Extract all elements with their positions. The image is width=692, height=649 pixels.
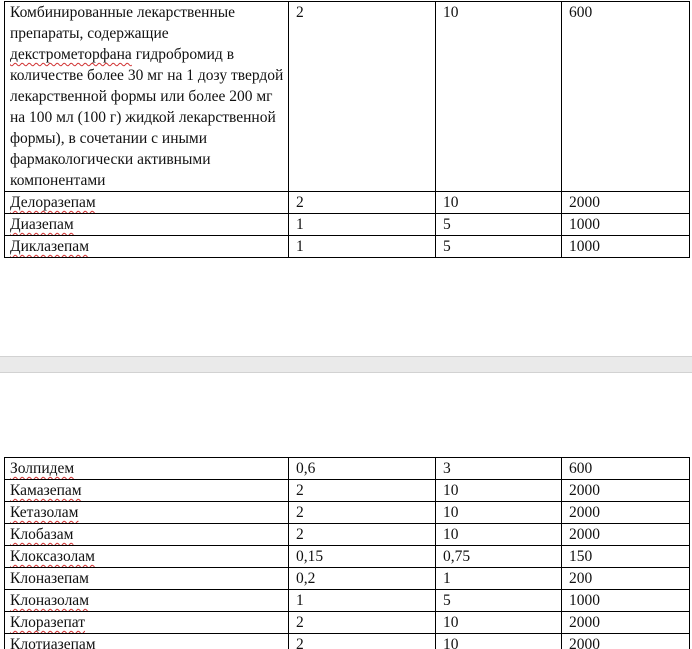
quantity-cell-c4: 2000 bbox=[562, 524, 690, 546]
spellcheck-flagged-text: Клоксазолам bbox=[10, 548, 95, 565]
quantity-cell-c2: 1 bbox=[289, 236, 436, 258]
quantity-cell-c2: 2 bbox=[289, 192, 436, 214]
quantity-cell-c4: 1000 bbox=[562, 590, 690, 612]
quantity-cell-c4: 150 bbox=[562, 546, 690, 568]
table-row bbox=[5, 634, 690, 649]
quantity-cell-c3: 10 bbox=[436, 480, 562, 502]
table-row bbox=[5, 236, 690, 258]
quantity-cell-c3: 10 bbox=[436, 612, 562, 634]
table-row bbox=[5, 214, 690, 236]
quantity-cell-c4: 2000 bbox=[562, 502, 690, 524]
quantity-cell-c2: 0,15 bbox=[289, 546, 436, 568]
quantity-cell-c3: 1 bbox=[436, 568, 562, 590]
quantity-cell-c4: 600 bbox=[562, 458, 690, 480]
substance-name-cell bbox=[5, 546, 289, 568]
table-row bbox=[5, 568, 690, 590]
spellcheck-flagged-text: Клоразепат bbox=[10, 614, 86, 631]
table-row bbox=[5, 612, 690, 634]
spellcheck-flagged-text: Клоназолам bbox=[10, 592, 89, 609]
table-row bbox=[5, 480, 690, 502]
table-row bbox=[5, 546, 690, 568]
quantity-cell-c3: 5 bbox=[436, 236, 562, 258]
quantity-cell-c2: 2 bbox=[289, 480, 436, 502]
quantity-cell-c3: 10 bbox=[436, 502, 562, 524]
quantity-cell-c3: 3 bbox=[436, 458, 562, 480]
spellcheck-flagged-text: Кетазолам bbox=[10, 504, 79, 521]
substance-name-cell bbox=[5, 236, 289, 258]
quantity-cell-c3: 0,75 bbox=[436, 546, 562, 568]
spellcheck-flagged-text: Клобазам bbox=[10, 526, 74, 543]
quantity-cell-c2: 2 bbox=[289, 634, 436, 649]
table-row bbox=[5, 192, 690, 214]
quantity-cell-c4: 2000 bbox=[562, 192, 690, 214]
page-break-gap bbox=[0, 356, 692, 373]
substance-name-cell bbox=[5, 214, 289, 236]
quantity-cell-c4: 1000 bbox=[562, 236, 690, 258]
quantity-cell-c2: 2 bbox=[289, 612, 436, 634]
table-row bbox=[5, 2, 690, 192]
quantity-cell-c2: 2 bbox=[289, 502, 436, 524]
table-row bbox=[5, 590, 690, 612]
substance-name-cell bbox=[5, 524, 289, 546]
quantity-cell-c3: 10 bbox=[436, 192, 562, 214]
quantity-cell-c2: 1 bbox=[289, 214, 436, 236]
spellcheck-flagged-text: Диазепам bbox=[10, 216, 74, 233]
substance-name-cell bbox=[5, 2, 289, 192]
spellcheck-flagged-text: декстрометорфана bbox=[10, 46, 132, 63]
spellcheck-flagged-text: Клотиазепам bbox=[10, 636, 96, 649]
substance-name-text: гидробромид в количестве более 30 мг на 1 дозу твердой лекарственной формы или более 200 мг на 100 мл (100 г) жидкой лекарственной формы), в сочетании с иными фармакологически активными компонентами bbox=[10, 46, 284, 189]
table-row bbox=[5, 524, 690, 546]
substance-name-cell bbox=[5, 590, 289, 612]
substance-name-cell bbox=[5, 612, 289, 634]
quantity-cell-c3: 10 bbox=[436, 524, 562, 546]
quantity-cell-c4: 1000 bbox=[562, 214, 690, 236]
quantity-cell-c4: 2000 bbox=[562, 480, 690, 502]
substances-table-top bbox=[4, 1, 690, 258]
quantity-cell-c2: 2 bbox=[289, 524, 436, 546]
substance-name-cell bbox=[5, 192, 289, 214]
spellcheck-flagged-text: Золпидем bbox=[10, 460, 75, 477]
quantity-cell-c4: 2000 bbox=[562, 612, 690, 634]
quantity-cell-c3: 5 bbox=[436, 590, 562, 612]
quantity-cell-c3: 10 bbox=[436, 634, 562, 649]
document-page-bottom bbox=[0, 373, 692, 649]
substance-name-cell bbox=[5, 458, 289, 480]
substance-name-text: Комбинированные лекарственные препараты, содержащие bbox=[10, 4, 236, 42]
table-row bbox=[5, 458, 690, 480]
substance-name-cell bbox=[5, 502, 289, 524]
substance-name-cell bbox=[5, 480, 289, 502]
substances-table-bottom bbox=[4, 457, 690, 649]
spellcheck-flagged-text: Диклазепам bbox=[10, 238, 89, 255]
spellcheck-flagged-text: Делоразепам bbox=[10, 194, 96, 211]
quantity-cell-c4: 2000 bbox=[562, 634, 690, 649]
quantity-cell-c2: 0,2 bbox=[289, 568, 436, 590]
substance-name-cell bbox=[5, 634, 289, 649]
substance-name-text: Клоназепам bbox=[10, 570, 89, 587]
quantity-cell-c3: 5 bbox=[436, 214, 562, 236]
substance-name-cell bbox=[5, 568, 289, 590]
quantity-cell-c2: 0,6 bbox=[289, 458, 436, 480]
quantity-cell-c2: 2 bbox=[289, 2, 436, 192]
quantity-cell-c4: 600 bbox=[562, 2, 690, 192]
quantity-cell-c3: 10 bbox=[436, 2, 562, 192]
table-row bbox=[5, 502, 690, 524]
spellcheck-flagged-text: Камазепам bbox=[10, 482, 82, 499]
quantity-cell-c4: 200 bbox=[562, 568, 690, 590]
quantity-cell-c2: 1 bbox=[289, 590, 436, 612]
